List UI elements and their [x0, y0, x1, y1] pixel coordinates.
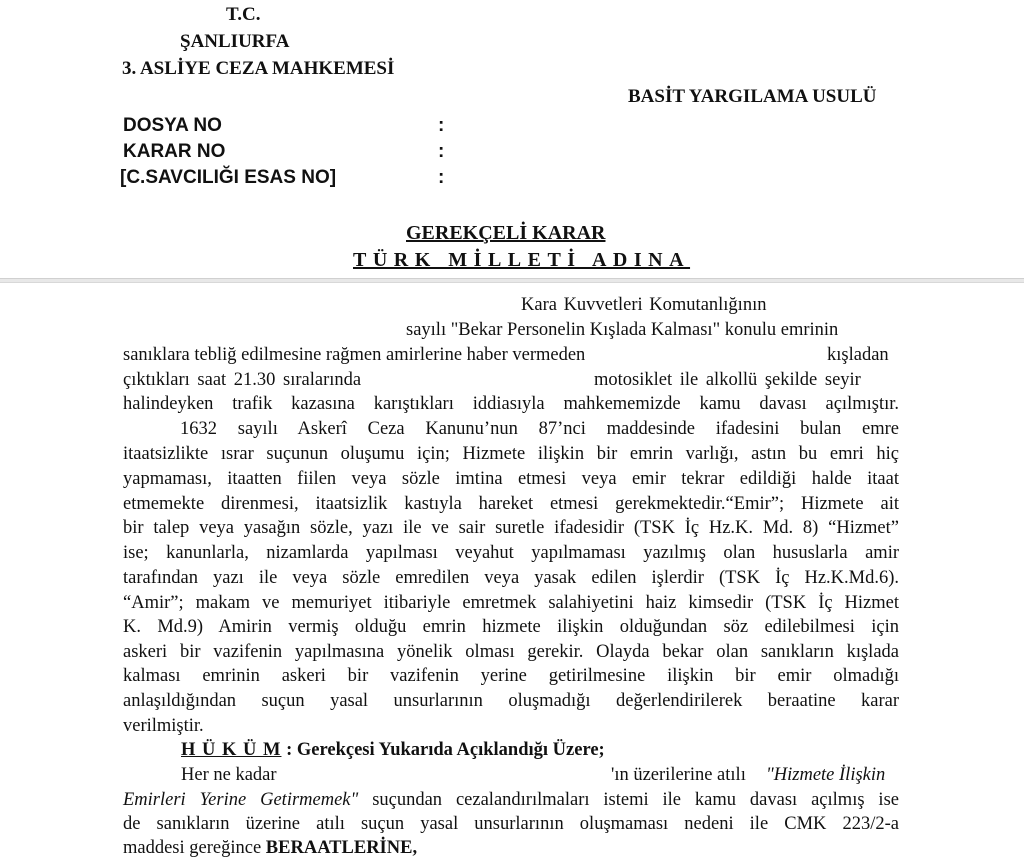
body-line: ise; kanunlarla, nizamlarda yapılması veyahut yapılmaması yazılmış olan hususlarla amir	[123, 543, 899, 563]
verdict-line-text: suçundan cezalandırılmaları istemi ile kamu davası açılmış ise	[358, 790, 899, 810]
charge-name: Emirleri Yerine Getirmemek"	[123, 790, 359, 810]
body-line: kalması emrinin askeri bir vazifenin yerine getirilmesine ilişkin bir emir olmadığı	[123, 666, 899, 686]
body-line: motosiklet ile alkollü şekilde seyir	[594, 370, 861, 390]
verdict-line: Her ne kadar	[181, 765, 277, 785]
dosya-no-colon: :	[438, 115, 445, 136]
body-line: K. Md.9) Amirin vermiş olduğu emrin hizmete ilişkin olduğundan söz edilebilmesi için	[123, 617, 899, 637]
body-line: sanıklara tebliğ edilmesine rağmen amirlerine haber vermeden	[123, 345, 586, 365]
document-title: GEREKÇELİ KARAR	[406, 222, 606, 244]
acquittal-word: BERAATLERİNE,	[265, 838, 418, 858]
karar-no-label: KARAR NO	[123, 141, 226, 162]
body-line: anlaşıldığından suçun yasal unsurlarının oluşmadığı değerlendirilerek beraatine karar	[123, 691, 899, 711]
header-tc: T.C.	[226, 4, 261, 25]
body-line: itaatsizlikte ısrar suçunun oluşumu için; Hizmete ilişkin bir emrin varlığı, astın bu emri hiç	[123, 444, 899, 464]
verdict-line-text: maddesi gereğince	[123, 838, 266, 858]
header-court: 3. ASLİYE CEZA MAHKEMESİ	[122, 58, 395, 79]
body-line: çıktıkları saat 21.30 sıralarında	[123, 370, 362, 390]
body-line: etmemekte direnmesi, itaatsizlik kastıyla hareket etmesi gerekmektedir.“Emir”; Hizmete ait	[123, 494, 899, 514]
body-line: verilmiştir.	[123, 716, 204, 736]
document-subtitle: TÜRK MİLLETİ ADINA	[353, 249, 691, 271]
body-line: tarafından yazı ile veya sözle emredilen veya yasak edilen işlerdir (TSK İç Hz.K.Md.6).	[123, 568, 899, 588]
karar-no-colon: :	[438, 141, 445, 162]
body-line: “Amir”; makam ve memuriyet itibariyle emretmek salahiyetini haiz kimsedir (TSK İç Hizmet	[123, 593, 899, 613]
savcilik-esas-no-colon: :	[438, 167, 445, 188]
header-city: ŞANLIURFA	[180, 31, 290, 52]
body-line: yapmaması, itaatten fiilen veya sözle imtina etmesi veya emir tekrar edildiği halde itaat	[123, 469, 899, 489]
verdict-heading	[181, 740, 605, 761]
dosya-no-label: DOSYA NO	[123, 115, 222, 136]
body-line: askeri bir vazifenin yapılmasına yönelik olması gerekir. Olayda bekar olan sanıkların kışlada	[123, 642, 899, 662]
body-line: sayılı "Bekar Personelin Kışlada Kalması" konulu emrinin	[406, 320, 839, 340]
verdict-line: "Hizmete İlişkin	[766, 765, 886, 785]
verdict-label: H Ü K Ü M	[181, 740, 282, 760]
verdict-line	[123, 838, 417, 859]
body-line: bir talep veya yasağın sözle, yazı ile ve sair suretle ifadesidir (TSK İç Hz.K. Md. 8) “Hizmet”	[123, 518, 899, 538]
verdict-heading-text: : Gerekçesi Yukarıda Açıklandığı Üzere;	[281, 740, 605, 760]
page-separator	[0, 278, 1024, 283]
verdict-line: de sanıkların üzerine atılı suçun yasal unsurlarının oluşmaması nedeni ile CMK 223/2-a	[123, 814, 899, 834]
verdict-line: 'ın üzerilerine atılı	[611, 765, 746, 785]
body-line: Kara Kuvvetleri Komutanlığının	[521, 295, 767, 315]
procedure-type: BASİT YARGILAMA USULÜ	[628, 86, 877, 107]
verdict-line	[123, 790, 899, 814]
body-line: kışladan	[827, 345, 889, 365]
savcilik-esas-no-label: [C.SAVCILIĞI ESAS NO]	[120, 167, 337, 188]
body-line: halindeyken trafik kazasına karıştıkları iddiasıyla mahkememizde kamu davası açılmıştır.	[123, 394, 899, 414]
body-line: 1632 sayılı Askerî Ceza Kanunu’nun 87’nci maddesinde ifadesini bulan emre	[180, 419, 899, 439]
